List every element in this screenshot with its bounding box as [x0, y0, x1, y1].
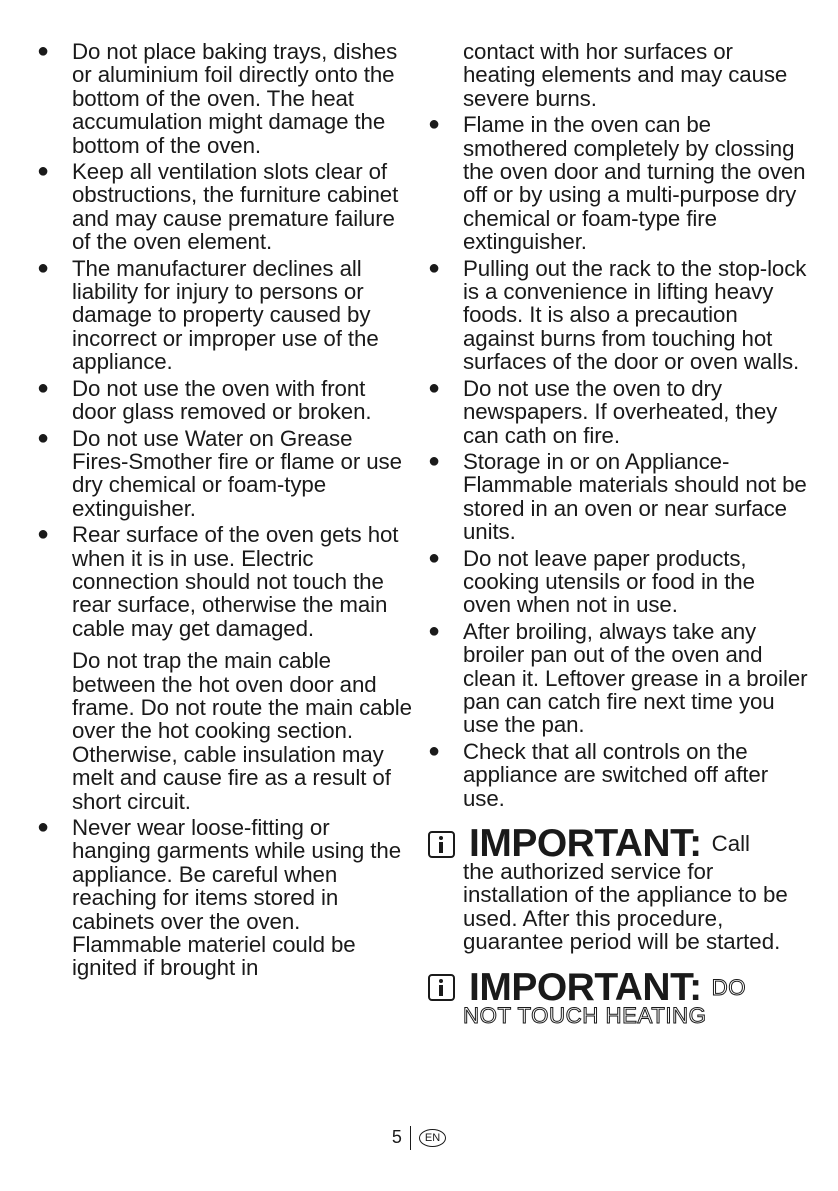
bullet-icon: ●	[428, 256, 440, 279]
list-item-text: Rear surface of the oven gets hot when it is in use. Electric connection should not touch the rear surface, otherwise the main cable may get damaged.	[72, 522, 399, 641]
bullet-icon: ●	[428, 546, 440, 569]
list-item	[428, 450, 808, 544]
list-item-text: Storage in or on Appliance-Flammable materials should not be stored in an oven or near surface units.	[463, 448, 807, 545]
list-item-text: After broiling, always take any broiler pan out of the oven and clean it. Leftover grease in a broiler pan can catch fire next time you use the pan.	[463, 618, 808, 738]
list-item-text: Do not leave paper products, cooking utensils or food in the oven when not in use.	[463, 545, 755, 618]
list-item	[37, 160, 412, 254]
important-tail: DO	[711, 974, 747, 1000]
bullet-icon: ●	[428, 619, 440, 642]
list-item-text: Do not place baking trays, dishes or aluminium foil directly onto the bottom of the oven. The heat accumulation might damage the bottom of the oven.	[72, 39, 398, 158]
important-text: the authorized service for installation of the appliance to be used. After this procedure, guarantee period will be started.	[463, 859, 788, 955]
bullet-icon: ●	[428, 113, 440, 136]
info-icon	[428, 831, 455, 858]
list-item	[37, 40, 412, 157]
list-item-text: Pulling out the rack to the stop-lock is a convenience in lifting heavy foods. It is also a precaution against burns from touching hot surfaces of the door or oven walls.	[463, 255, 807, 375]
list-item	[37, 377, 412, 424]
list-item-text: Keep all ventilation slots clear of obstructions, the furniture cabinet and may cause premature failure of the oven element.	[72, 159, 399, 255]
list-item	[37, 816, 412, 980]
list-item	[37, 427, 412, 521]
bullet-icon: ●	[428, 449, 440, 472]
list-item	[37, 257, 412, 374]
bullet-icon: ●	[428, 376, 440, 399]
bullet-icon: ●	[37, 376, 49, 399]
list-item-text: Never wear loose-fitting or hanging garments while using the appliance. Be careful when reaching for items stored in cabinets over the oven. Flammable materiel could be ignited if brought in	[72, 815, 401, 981]
bullet-icon: ●	[37, 40, 49, 62]
important-text: NOT TOUCH HEATING	[463, 1002, 707, 1028]
important-notice	[428, 966, 808, 1027]
list-item-text: Do not use Water on Grease Fires-Smother fire or flame or use dry chemical or foam-type extinguisher.	[72, 425, 402, 521]
bullet-icon: ●	[37, 523, 49, 546]
footer-divider	[410, 1126, 411, 1150]
list-item	[428, 113, 808, 253]
list-item-extra-text: Do not trap the main cable between the hot oven door and frame. Do not route the main cable over the hot cooking section. Otherwise, cable insulation may melt and cause fire as a result of short circuit.	[72, 648, 412, 814]
right-column	[428, 40, 808, 1027]
bullet-icon: ●	[37, 426, 49, 449]
important-title: IMPORTANT:	[469, 822, 702, 865]
list-item	[428, 740, 808, 810]
list-item	[428, 377, 808, 447]
list-item-text: Do not use the oven with front door glass removed or broken.	[72, 375, 372, 425]
left-column	[37, 40, 412, 980]
page-footer	[0, 1126, 838, 1150]
page-number: 5	[391, 1126, 402, 1147]
bullet-icon: ●	[428, 739, 440, 762]
language-badge: EN	[419, 1129, 446, 1147]
continuation-text: contact with hor surfaces or heating elements and may cause severe burns.	[463, 39, 788, 111]
bullet-icon: ●	[37, 816, 49, 838]
bullet-icon: ●	[37, 256, 49, 279]
list-item-text: Do not use the oven to dry newspapers. If overheated, they can cath on fire.	[463, 375, 778, 448]
list-item	[428, 547, 808, 617]
important-tail: Call	[711, 831, 751, 856]
list-item-text: Check that all controls on the appliance are switched off after use.	[463, 738, 769, 811]
list-item	[428, 620, 808, 737]
bullet-icon: ●	[37, 160, 49, 183]
list-item-text: The manufacturer declines all liability for injury to persons or damage to property caused by incorrect or improper use of the appliance.	[72, 255, 379, 375]
list-item	[37, 523, 412, 813]
info-icon	[428, 974, 455, 1001]
important-title: IMPORTANT:	[469, 965, 702, 1009]
important-notice	[428, 822, 808, 954]
list-item-text: Flame in the oven can be smothered completely by clossing the oven door and turning the oven off or by using a multi-purpose dry chemical or foam-type fire extinguisher.	[463, 112, 806, 255]
list-item	[428, 257, 808, 374]
